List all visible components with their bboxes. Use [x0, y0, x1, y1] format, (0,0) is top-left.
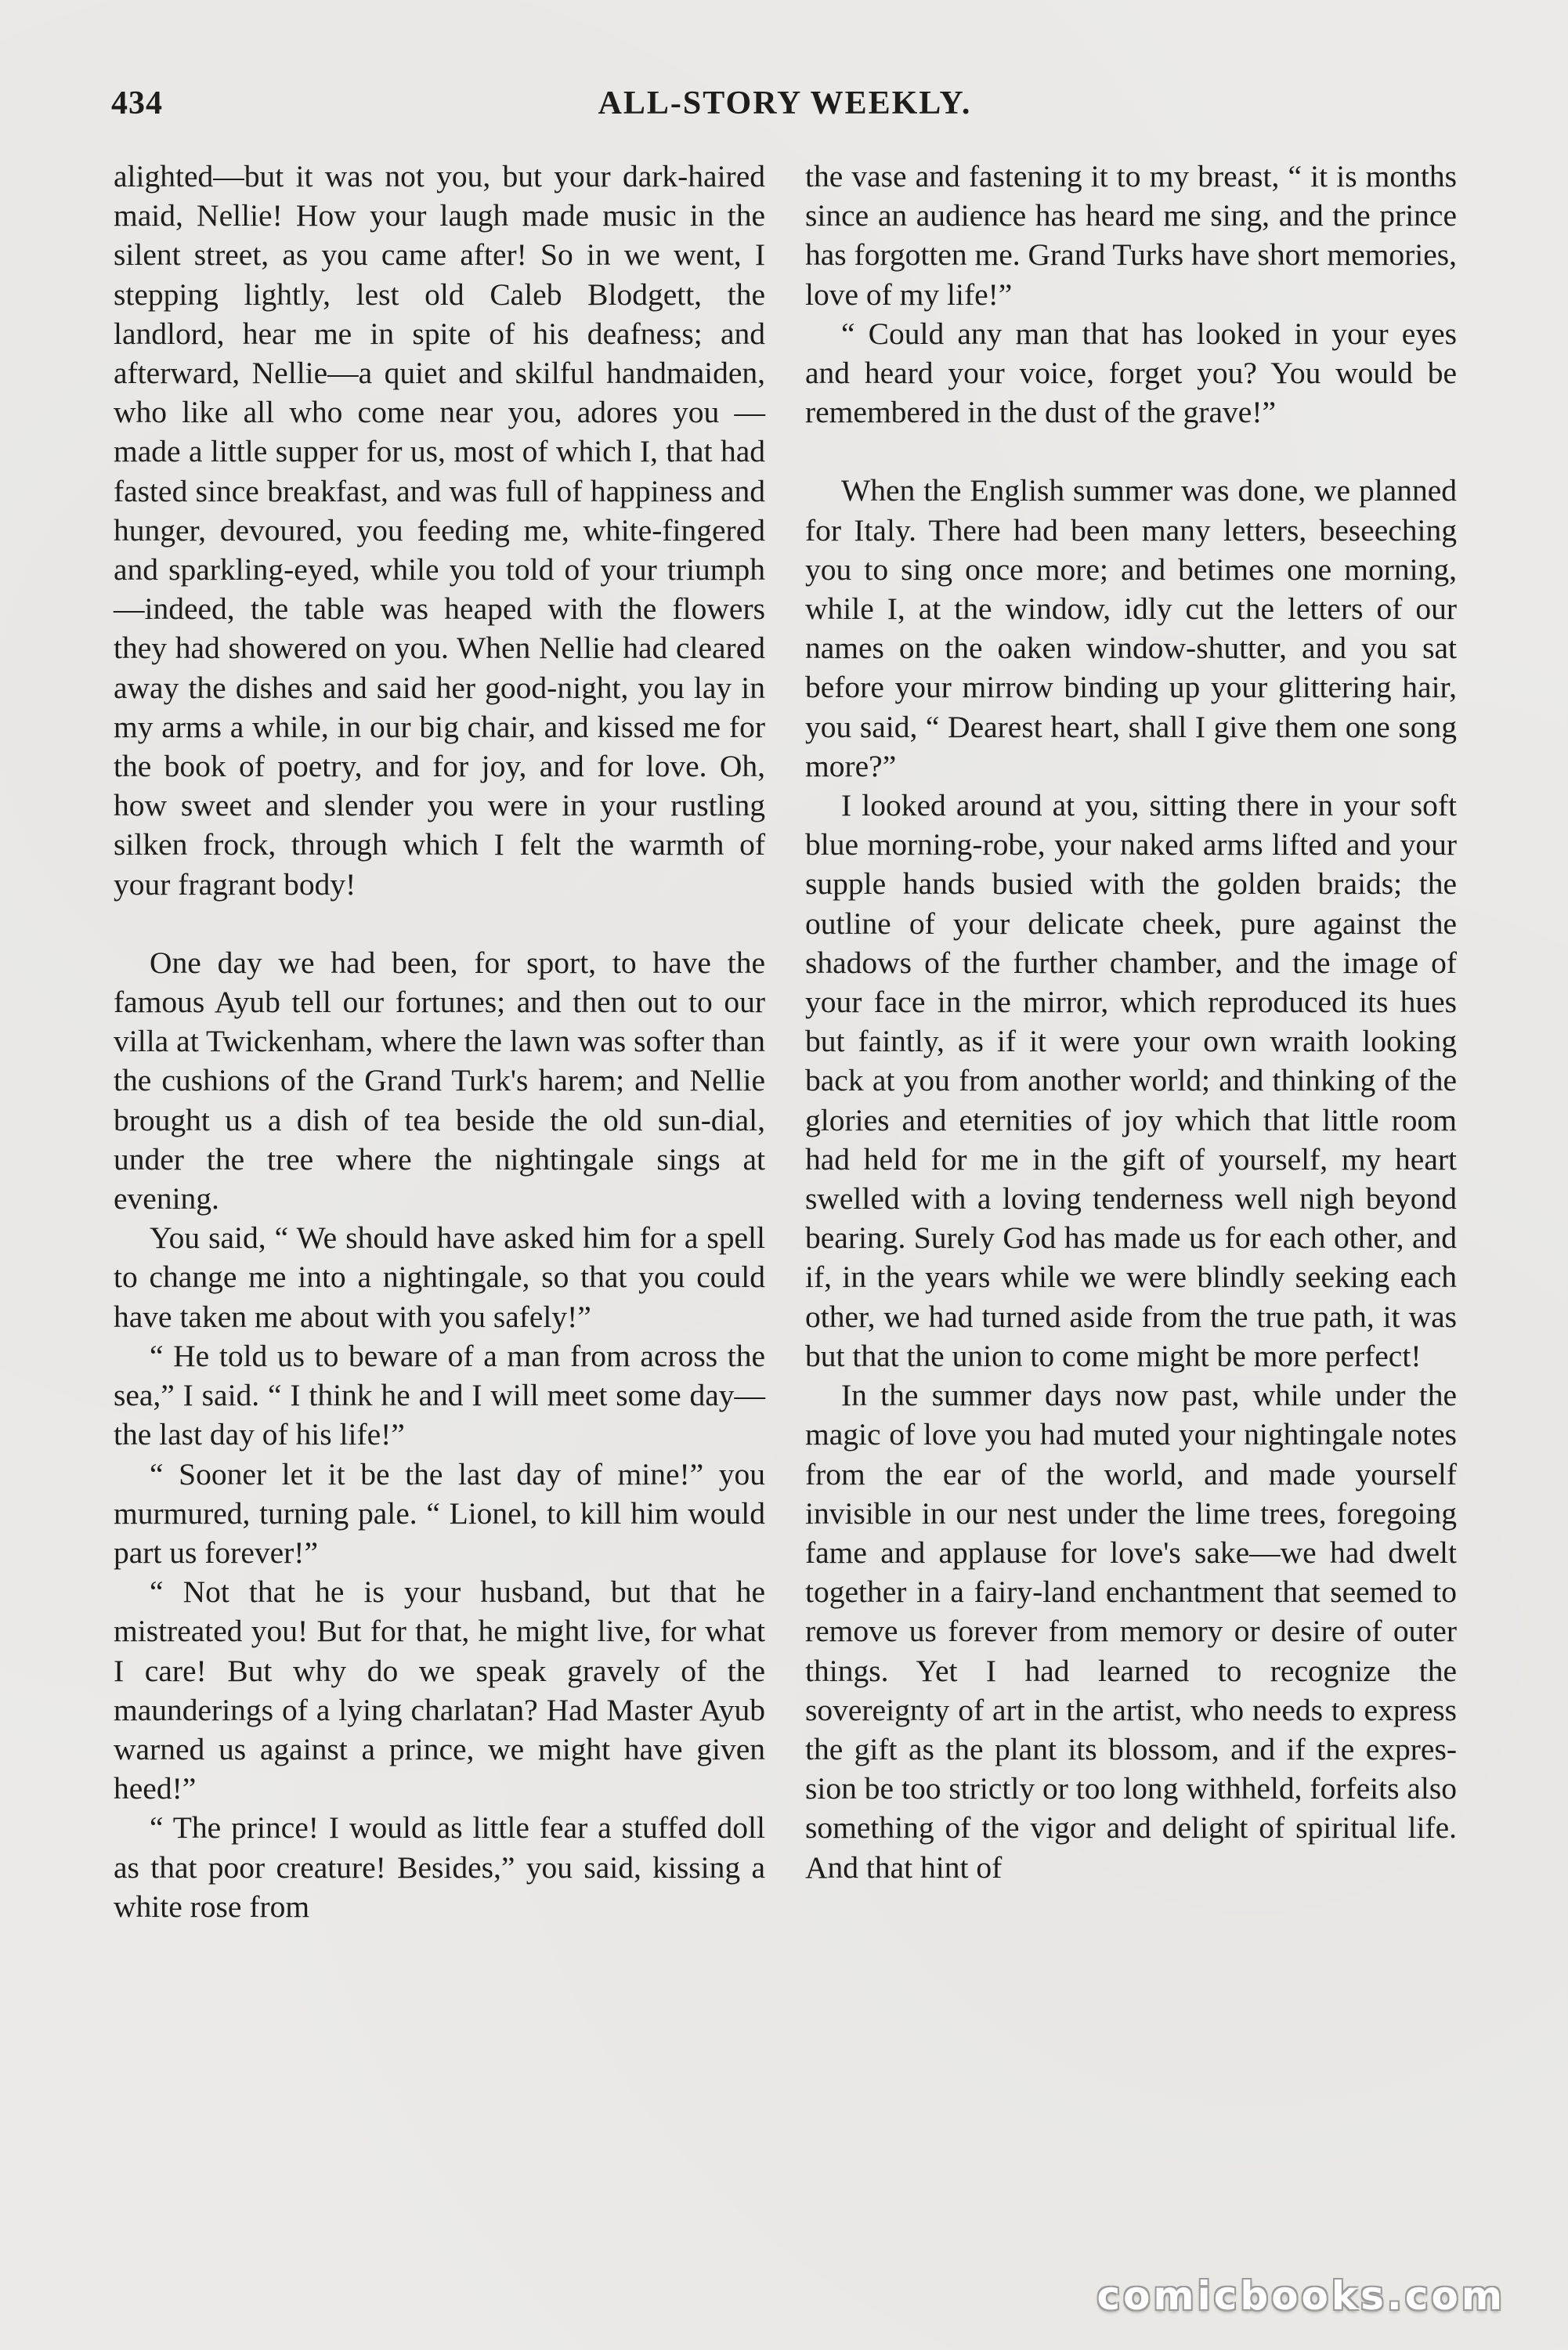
- paragraph: the vase and fastening it to my breast, “ it is months since an audience has heard me sing, and the prince has forgotten me. Grand Turks have short memories, love of my life!”: [805, 159, 1457, 312]
- paragraph: “ Could any man that has looked in your eyes and heard your voice, forget you? You would be remembered in the dust of the grave!”: [805, 316, 1457, 430]
- paragraph: “ The prince! I would as little fear a stuffed doll as that poor creature! Besides,” you said, kissing a white rose from: [114, 1810, 765, 1924]
- left-column: [114, 157, 765, 1926]
- paragraph: “ He told us to beware of a man from across the sea,” I said. “ I think he and I will meet some day—the last day of his life!”: [114, 1338, 765, 1452]
- paragraph: You said, “ We should have asked him for a spell to change me into a nightingale, so that you could have taken me about with you safely!”: [114, 1220, 765, 1334]
- running-title: ALL-STORY WEEKLY.: [598, 85, 972, 121]
- paragraph: alighted—but it was not you, but your dark-haired maid, Nellie! How your laugh made music in the silent street, as you came after! So in we went, I stepping lightly, lest old Caleb Blodgett, the landlord, hear me in spite of his deafness; and afterward, Nellie—a quiet and skilful handmaiden, who like all who come near you, adores you —made a little supper for us, most of which I, that had fasted since breakfast, and was full of happiness and hunger, devoured, you feeding me, white-fingered and sparkling-eyed, while you told of your triumph—indeed, the table was heaped with the flowers they had showered on you. When Nellie had cleared away the dishes and said her good-night, you lay in my arms a while, in our big chair, and kissed me for the book of poetry, and for joy, and for love. Oh, how sweet and slender you were in your rustling silken frock, through which I felt the warmth of your fragrant body!: [114, 159, 765, 902]
- paragraph: One day we had been, for sport, to have the famous Ayub tell our fortunes; and then out to our villa at Twickenham, where the lawn was softer than the cushions of the Grand Turk's harem; and Nellie brought us a dish of tea beside the old sun-dial, under the tree where the nightingale sings at evening.: [114, 945, 765, 1217]
- page-header: [111, 85, 1458, 132]
- watermark: comicbooks.com: [1097, 2273, 1505, 2319]
- right-column: [805, 157, 1457, 1887]
- paragraph: In the summer days now past, while under the magic of love you had muted your nightingale notes from the ear of the world, and made yourself invisible in our nest under the lime trees, foregoing fame and applause for love's sake—we had dwelt together in a fairy-land enchantment that seemed to remove us forever from memory or desire of outer things. Yet I had learned to recognize the sovereignty of art in the artist, who needs to express the gift as the plant its blossom, and if the expression be too strictly or too long withheld, forfeits also something of the vigor and delight of spiritual life. And that hint of: [805, 1378, 1457, 1885]
- paragraph: “ Not that he is your husband, but that he mistreated you! But for that, he might live, for what I care! But why do we speak gravely of the maunderings of a lying charlatan? Had Master Ayub warned us against a prince, we might have given heed!”: [114, 1574, 765, 1806]
- paragraph: When the English summer was done, we planned for Italy. There had been many letters, beseeching you to sing once more; and betimes one morning, while I, at the window, idly cut the letters of our names on the oaken window-shutter, and you sat before your mirrow binding up your glittering hair, you said, “ Dearest heart, shall I give them one song more?”: [805, 473, 1457, 783]
- paragraph: I looked around at you, sitting there in your soft blue morning-robe, your naked arms lifted and your supple hands busied with the golden braids; the outline of your delicate cheek, pure against the shadows of the further chamber, and the image of your face in the mirror, which reproduced its hues but faintly, as if it were your own wraith looking back at you from another world; and thinking of the glories and eternities of joy which that little room had held for me in the gift of yourself, my heart swelled with a loving tenderness well nigh beyond bearing. Surely God has made us for each other, and if, in the years while we were blindly seeking each other, we had turned aside from the true path, it was but that the union to come might be more perfect!: [805, 788, 1457, 1373]
- page-number: 434: [111, 85, 163, 121]
- paragraph: “ Sooner let it be the last day of mine!” you murmured, turning pale. “ Lionel, to kill him would part us forever!”: [114, 1456, 765, 1570]
